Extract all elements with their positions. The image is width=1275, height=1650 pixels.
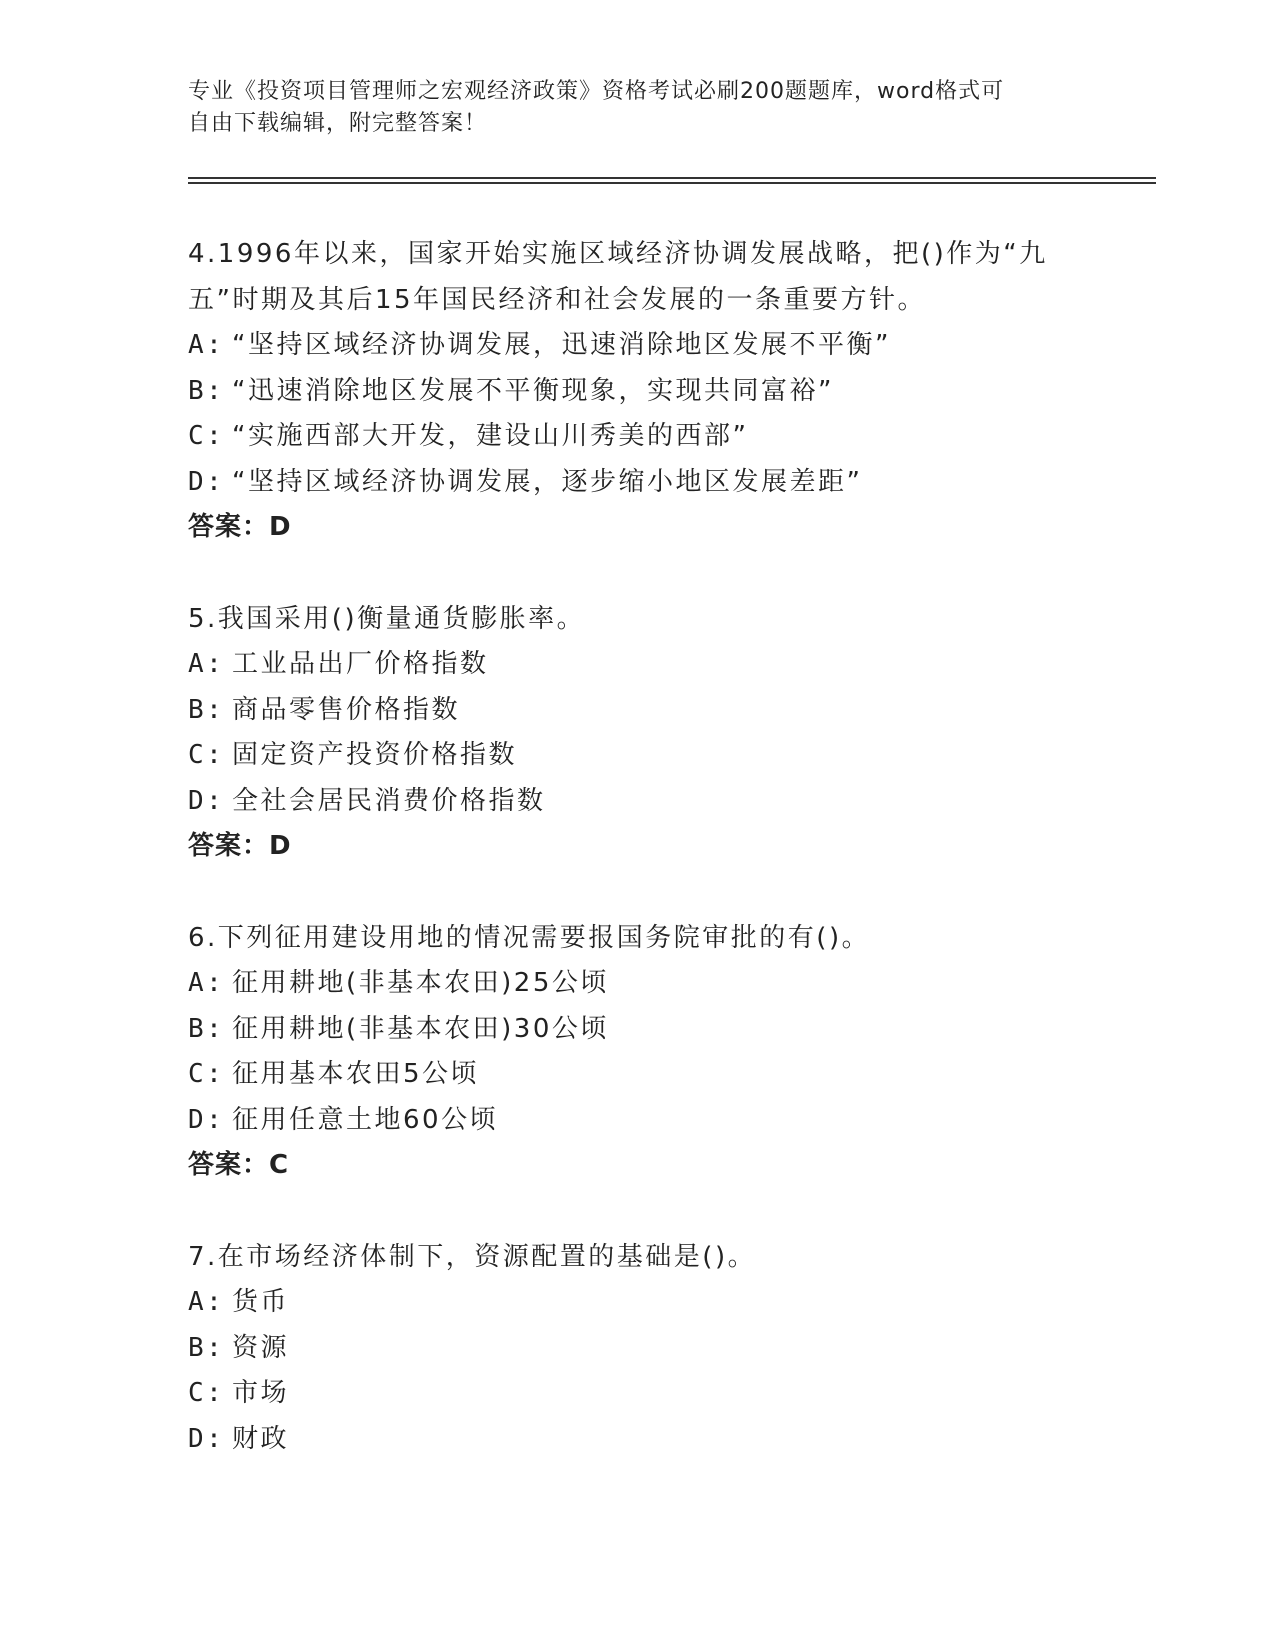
header-divider-top xyxy=(188,177,1156,179)
option-text: “坚持区域经济协调发展，迅速消除地区发展不平衡” xyxy=(232,330,891,360)
question-4 xyxy=(188,232,1088,551)
option-text: 货币 xyxy=(232,1287,290,1317)
option-b xyxy=(188,688,1088,734)
question-stem: 6.下列征用建设用地的情况需要报国务院审批的有()。 xyxy=(188,922,871,953)
option-text: 资源 xyxy=(232,1332,290,1363)
option-label: D: xyxy=(188,1423,225,1454)
option-label: B: xyxy=(188,1332,225,1363)
option-a xyxy=(188,961,1088,1007)
option-label: D: xyxy=(188,785,225,816)
document-header xyxy=(188,76,1068,140)
answer: 答案：D xyxy=(188,831,292,861)
option-label: B: xyxy=(188,375,225,406)
header-divider-bottom xyxy=(188,182,1156,184)
option-label: D: xyxy=(188,1104,225,1135)
option-d xyxy=(188,1098,1088,1144)
option-text: “实施西部大开发，建设山川秀美的西部” xyxy=(232,421,749,451)
option-label: A: xyxy=(188,968,225,998)
option-label: A: xyxy=(188,330,225,360)
option-text: “迅速消除地区发展不平衡现象，实现共同富裕” xyxy=(232,375,834,406)
option-c xyxy=(188,733,1088,779)
option-c xyxy=(188,1052,1088,1098)
option-text: 征用任意土地60公顷 xyxy=(232,1104,499,1135)
option-c xyxy=(188,1371,1088,1417)
option-text: 征用耕地(非基本农田)30公顷 xyxy=(232,1013,609,1044)
option-text: 固定资产投资价格指数 xyxy=(232,740,518,770)
option-text: 全社会居民消费价格指数 xyxy=(232,785,546,816)
answer: 答案：D xyxy=(188,512,292,542)
option-text: 财政 xyxy=(232,1423,290,1454)
option-a xyxy=(188,323,1088,369)
option-label: C: xyxy=(188,1059,225,1089)
option-d xyxy=(188,460,1088,506)
option-text: 工业品出厂价格指数 xyxy=(232,649,489,679)
option-label: C: xyxy=(188,740,225,770)
header-line-2: 自由下载编辑，附完整答案！ xyxy=(188,111,488,136)
option-a xyxy=(188,642,1088,688)
question-stem: 7.在市场经济体制下，资源配置的基础是()。 xyxy=(188,1241,757,1272)
option-text: “坚持区域经济协调发展，逐步缩小地区发展差距” xyxy=(232,466,863,497)
question-7 xyxy=(188,1235,1088,1463)
answer: 答案：C xyxy=(188,1150,290,1180)
option-text: 市场 xyxy=(232,1378,290,1408)
header-line-1: 专业《投资项目管理师之宏观经济政策》资格考试必刷200题题库，word格式可 xyxy=(188,79,1005,104)
option-label: C: xyxy=(188,1378,225,1408)
option-d xyxy=(188,779,1088,825)
option-label: A: xyxy=(188,649,225,679)
option-label: B: xyxy=(188,1013,225,1044)
option-b xyxy=(188,1007,1088,1053)
option-text: 商品零售价格指数 xyxy=(232,694,461,725)
option-b xyxy=(188,1326,1088,1372)
question-stem: 4.1996年以来，国家开始实施区域经济协调发展战略，把()作为“九 xyxy=(188,239,1048,269)
option-label: A: xyxy=(188,1287,225,1317)
option-a xyxy=(188,1280,1088,1326)
question-list xyxy=(188,232,1088,1508)
option-label: C: xyxy=(188,421,225,451)
option-c xyxy=(188,414,1088,460)
option-label: B: xyxy=(188,694,225,725)
option-text: 征用基本农田5公顷 xyxy=(232,1059,480,1089)
option-b xyxy=(188,369,1088,415)
question-5 xyxy=(188,597,1088,870)
question-stem-continued: 五”时期及其后15年国民经济和社会发展的一条重要方针。 xyxy=(188,284,927,315)
option-text: 征用耕地(非基本农田)25公顷 xyxy=(232,968,609,998)
option-label: D: xyxy=(188,466,225,497)
question-6 xyxy=(188,916,1088,1189)
option-d xyxy=(188,1417,1088,1463)
question-stem: 5.我国采用()衡量通货膨胀率。 xyxy=(188,603,586,634)
